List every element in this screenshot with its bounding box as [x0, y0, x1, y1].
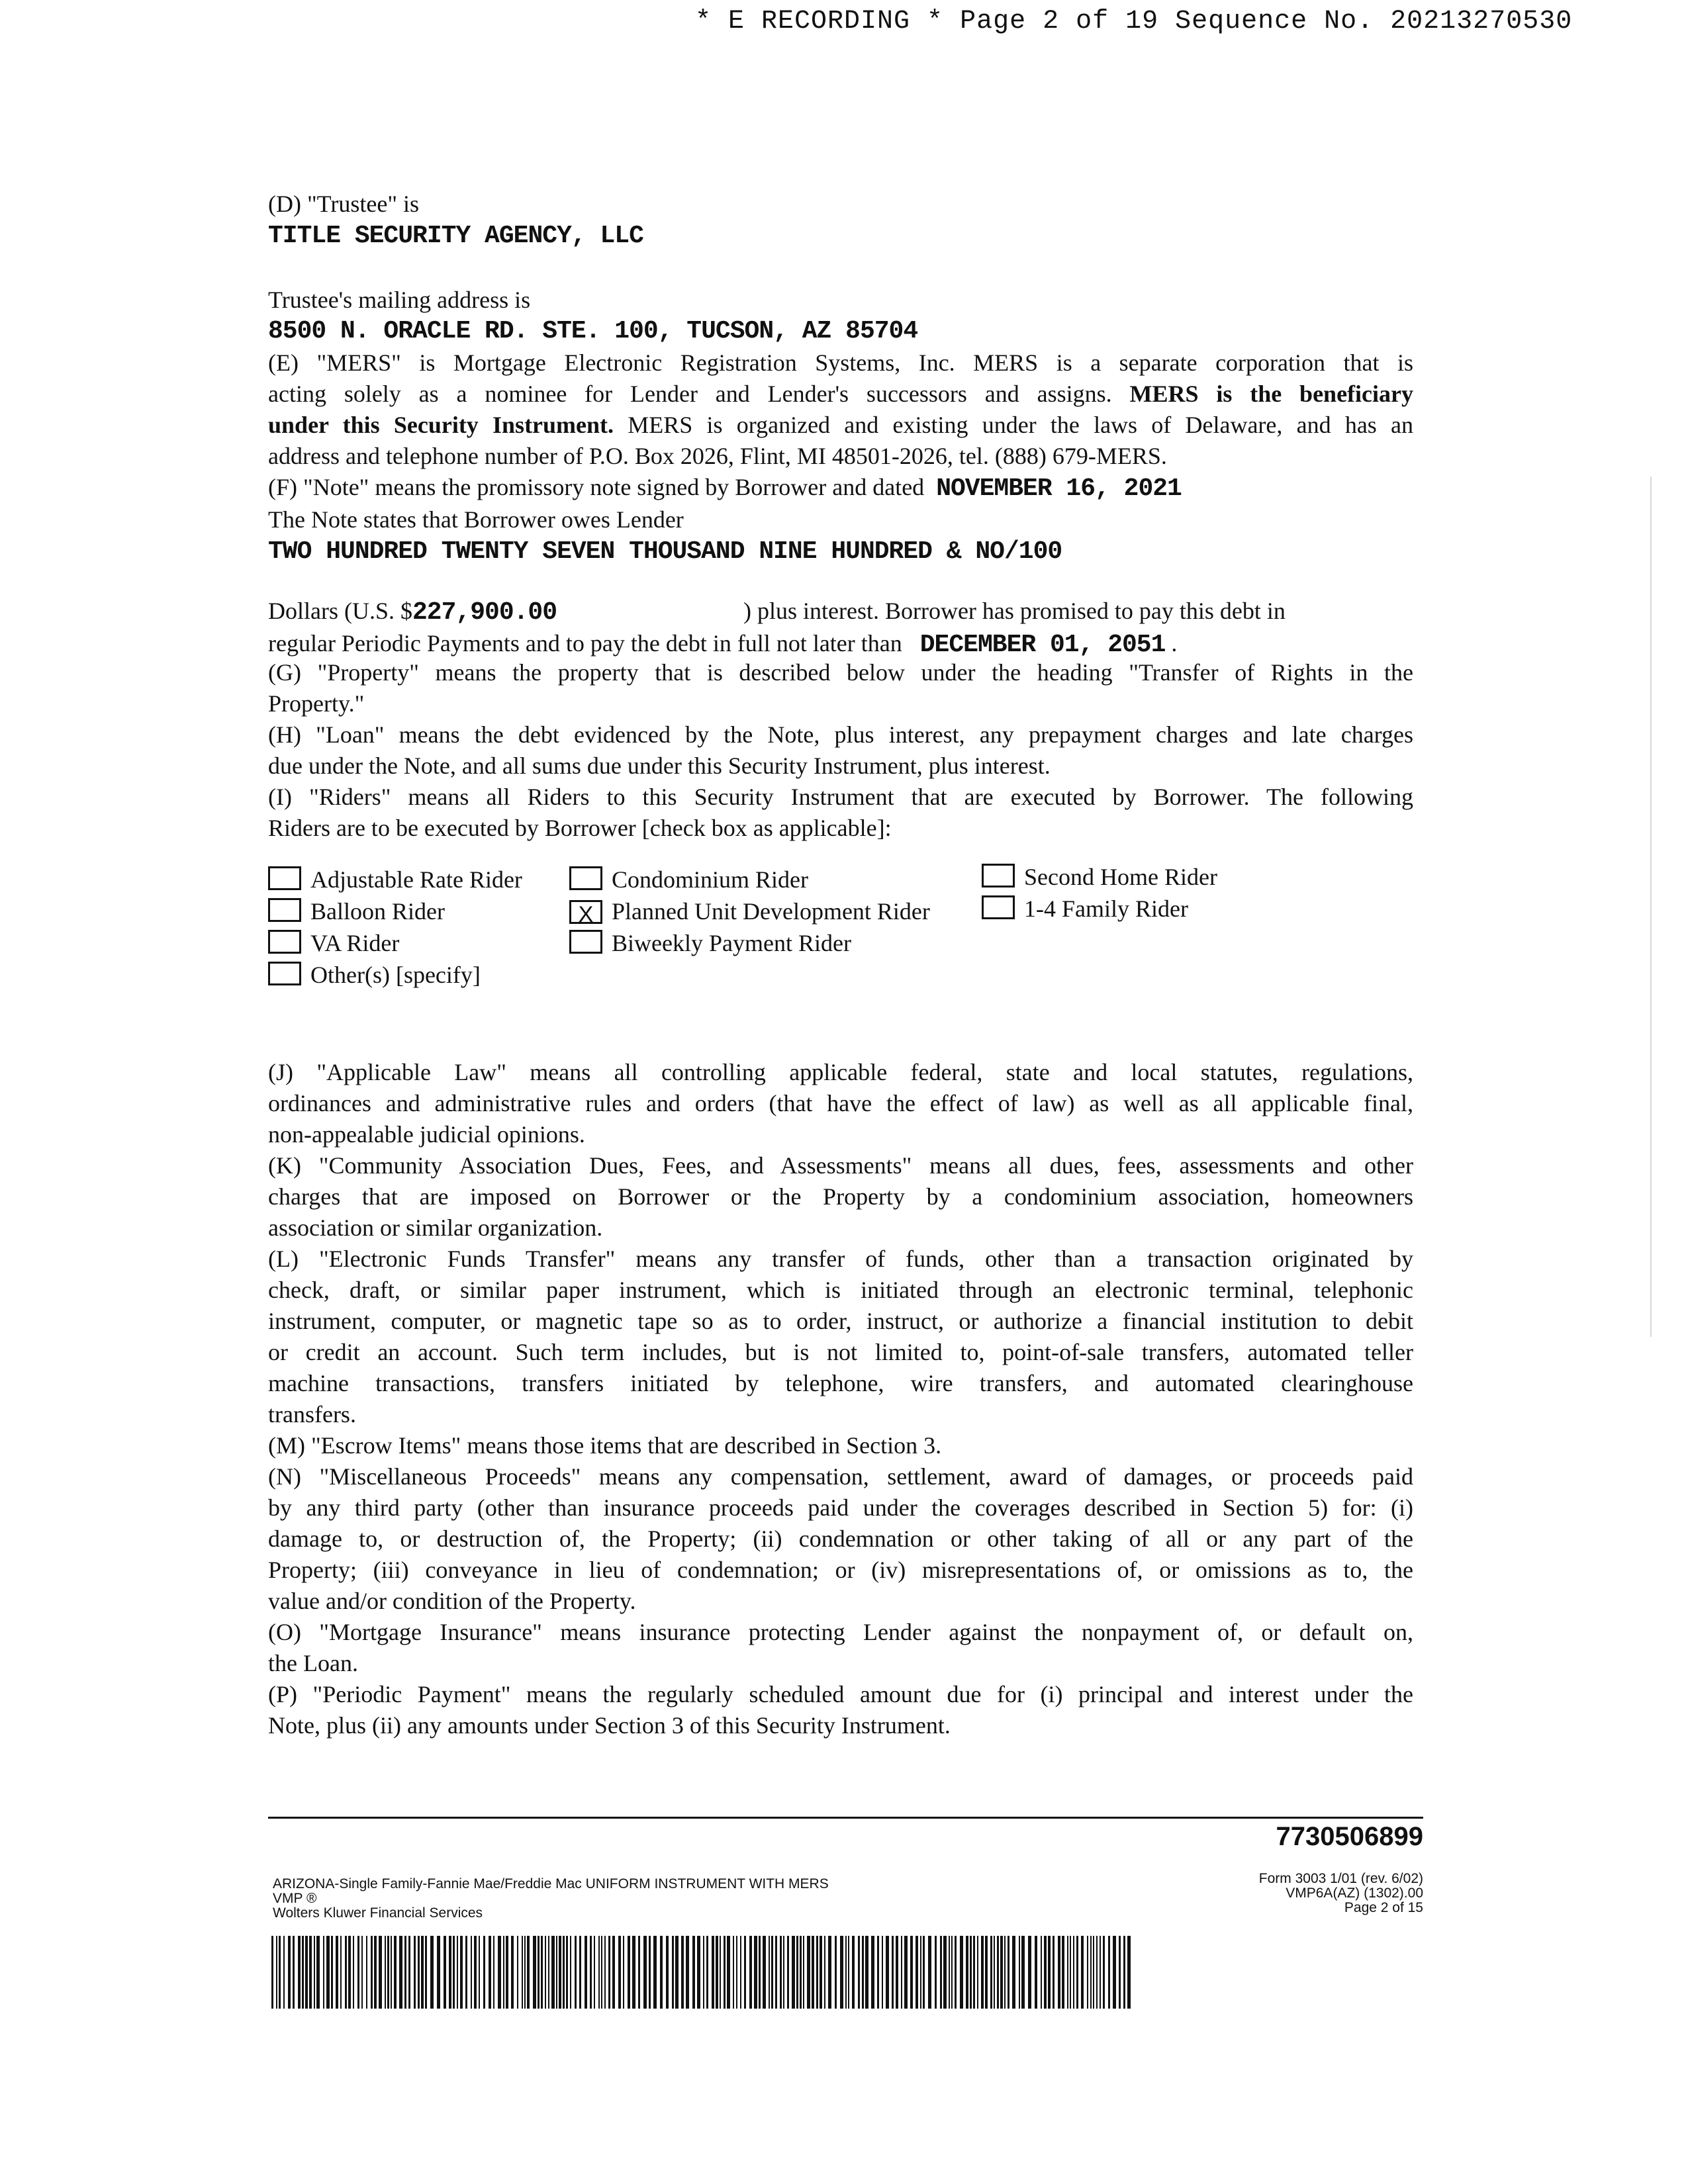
rider-label: VA Rider [310, 930, 400, 956]
rider-label: Other(s) [specify] [310, 962, 481, 988]
checkbox[interactable] [569, 930, 602, 954]
trustee-address: 8500 N. ORACLE RD. STE. 100, TUCSON, AZ 85704 [268, 317, 918, 345]
rider-label: 1-4 Family Rider [1024, 895, 1188, 922]
def-h-line-1: (H) "Loan" means the debt evidenced by the Note, plus interest, any prepayment charges and late charges [268, 721, 1413, 748]
def-k-line-2: charges that are imposed on Borrower or the Property by a condominium association, homeowners [268, 1183, 1413, 1210]
page-number: Page 2 of 15 [1344, 1900, 1423, 1915]
rider-label: Planned Unit Development Rider [612, 898, 930, 925]
trustee-address-label: Trustee's mailing address is [268, 287, 531, 313]
checkbox[interactable] [982, 864, 1015, 887]
rider-label: Adjustable Rate Rider [310, 866, 522, 893]
mers-beneficiary-bold-a: MERS is the beneficiary [1129, 381, 1414, 407]
rider-adjustable-rate [268, 864, 522, 895]
def-n-line-5: value and/or condition of the Property. [268, 1588, 636, 1614]
mers-line-2 [268, 379, 1413, 410]
note-date: NOVEMBER 16, 2021 [936, 475, 1182, 503]
def-l-line-4: or credit an account. Such term includes, but is not limited to, point-of-sale transfers, automated teller [268, 1339, 1413, 1365]
def-p-line-1: (P) "Periodic Payment" means the regularly scheduled amount due for (i) principal and interest under the [268, 1681, 1413, 1707]
rider-condominium [569, 864, 808, 895]
def-h-line-2: due under the Note, and all sums due under this Security Instrument, plus interest. [268, 752, 1051, 779]
dollars-prefix: Dollars (U.S. $ [268, 598, 412, 624]
checkbox[interactable] [569, 866, 602, 890]
trustee-section [268, 189, 1413, 253]
form-number: Form 3003 1/01 (rev. 6/02) [1258, 1871, 1423, 1886]
note-maturity-line: regular Periodic Payments and to pay the debt in full not later than DECEMBER 01, 2051 . [268, 630, 1178, 659]
trustee-name: TITLE SECURITY AGENCY, LLC [268, 222, 643, 250]
loan-number: 7730506899 [1276, 1822, 1423, 1851]
trustee-label: (D) "Trustee" is [268, 191, 420, 217]
dollars-rest: ) plus interest. Borrower has promised to pay this debt in [743, 598, 1286, 624]
def-o-line-2: the Loan. [268, 1650, 358, 1676]
def-p-line-2: Note, plus (ii) any amounts under Section 3 of this Security Instrument. [268, 1712, 951, 1739]
rider-label: Second Home Rider [1024, 864, 1217, 890]
definitions-g-i [268, 657, 1413, 844]
def-l-line-5: machine transactions, transfers initiated by telephone, wire transfers, and automated clearinghouse [268, 1370, 1413, 1396]
mers-line-3-text: MERS is organized and existing under the laws of Delaware, and has an [628, 412, 1414, 438]
rider-label: Condominium Rider [612, 866, 808, 893]
rider-label: Biweekly Payment Rider [612, 930, 851, 956]
note-line-1 [268, 472, 1413, 504]
note-dollars-line [268, 596, 1413, 628]
def-l-line-1: (L) "Electronic Funds Transfer" means any transfer of funds, other than a transaction originated by [268, 1246, 1413, 1272]
publisher: Wolters Kluwer Financial Services [273, 1905, 483, 1921]
note-section [268, 472, 1413, 569]
checkbox[interactable]: X [569, 900, 602, 924]
def-j-line-1: (J) "Applicable Law" means all controlling applicable federal, state and local statutes, regulations, [268, 1059, 1413, 1085]
rider-pud [569, 895, 930, 927]
footer-rule [268, 1817, 1423, 1819]
form-title: ARIZONA-Single Family-Fannie Mae/Freddie Mac UNIFORM INSTRUMENT WITH MERS [273, 1876, 829, 1891]
rider-va [268, 927, 399, 959]
rider-1-4-family [982, 893, 1188, 925]
note-amount-words: TWO HUNDRED TWENTY SEVEN THOUSAND NINE HUNDRED & NO/100 [268, 537, 1062, 566]
def-j-line-3: non-appealable judicial opinions. [268, 1121, 585, 1148]
def-g-line-1: (G) "Property" means the property that is described below under the heading "Transfer of Rights in the [268, 659, 1413, 686]
def-j-line-2: ordinances and administrative rules and orders (that have the effect of law) as well as all applicable final, [268, 1090, 1413, 1116]
note-dollars-section [268, 596, 1413, 660]
def-m-line-1: (M) "Escrow Items" means those items that are described in Section 3. [268, 1432, 942, 1459]
maturity-date: DECEMBER 01, 2051 [919, 631, 1166, 659]
checkbox[interactable] [268, 930, 301, 954]
def-l-line-6: transfers. [268, 1401, 356, 1428]
footer-form-number [1259, 1872, 1423, 1915]
checkbox[interactable] [268, 962, 301, 985]
mers-line-3 [268, 410, 1413, 441]
loan-amount: 227,900.00 [412, 598, 557, 627]
mers-beneficiary-bold-b: under this Security Instrument. [268, 412, 614, 438]
def-l-line-2: check, draft, or similar paper instrument, which is initiated through an electronic terminal, telephonic [268, 1277, 1413, 1303]
def-n-line-2: by any third party (other than insurance proceeds paid under the coverages described in Section 5) for: (i) [268, 1494, 1413, 1521]
trustee-address-section [268, 285, 1413, 347]
def-g-line-2: Property." [268, 690, 365, 717]
def-i-line-2: Riders are to be executed by Borrower [check box as applicable]: [268, 815, 892, 841]
def-n-line-1: (N) "Miscellaneous Proceeds" means any compensation, settlement, award of damages, or proceeds paid [268, 1463, 1413, 1490]
def-k-line-1: (K) "Community Association Dues, Fees, and Assessments" means all dues, fees, assessments and other [268, 1152, 1413, 1179]
rider-second-home [982, 861, 1217, 893]
scan-edge-line [1650, 477, 1652, 1337]
maturity-text: regular Periodic Payments and to pay the debt in full not later than [268, 630, 902, 657]
checkbox[interactable] [268, 898, 301, 922]
definitions-j-p [268, 1057, 1413, 1741]
rider-label: Balloon Rider [310, 898, 445, 925]
rider-other [268, 959, 481, 991]
def-k-line-3: association or similar organization. [268, 1214, 603, 1241]
mers-section [268, 347, 1413, 472]
checkbox[interactable] [982, 895, 1015, 919]
rider-biweekly [569, 927, 851, 959]
barcode [271, 1936, 1132, 2009]
vmp-mark: VMP ® [273, 1891, 317, 1906]
def-i-line-1: (I) "Riders" means all Riders to this Security Instrument that are executed by Borrower. The following [268, 784, 1413, 810]
vmp-code: VMP6A(AZ) (1302).00 [1286, 1886, 1423, 1901]
mers-line-1: (E) "MERS" is Mortgage Electronic Registration Systems, Inc. MERS is a separate corporation that is [268, 349, 1413, 376]
checkbox[interactable] [268, 866, 301, 890]
mers-line-2-text: acting solely as a nominee for Lender and Lender's successors and assigns. [268, 381, 1112, 407]
note-line-2: The Note states that Borrower owes Lender [268, 506, 684, 533]
mers-line-4: address and telephone number of P.O. Box 2026, Flint, MI 48501-2026, tel. (888) 679-MERS. [268, 443, 1167, 469]
footer-form-info [273, 1877, 829, 1921]
note-dated-text: (F) "Note" means the promissory note signed by Borrower and dated [268, 474, 925, 500]
recording-header: * E RECORDING * Page 2 of 19 Sequence No. 20213270530 [695, 7, 1573, 36]
def-n-line-4: Property; (iii) conveyance in lieu of condemnation; or (iv) misrepresentations of, or omissions as to, the [268, 1557, 1413, 1583]
def-o-line-1: (O) "Mortgage Insurance" means insurance protecting Lender against the nonpayment of, or default on, [268, 1619, 1413, 1645]
def-l-line-3: instrument, computer, or magnetic tape so as to order, instruct, or authorize a financial institution to debit [268, 1308, 1413, 1334]
def-n-line-3: damage to, or destruction of, the Property; (ii) condemnation or other taking of all or any part of the [268, 1525, 1413, 1552]
rider-balloon [268, 895, 445, 927]
